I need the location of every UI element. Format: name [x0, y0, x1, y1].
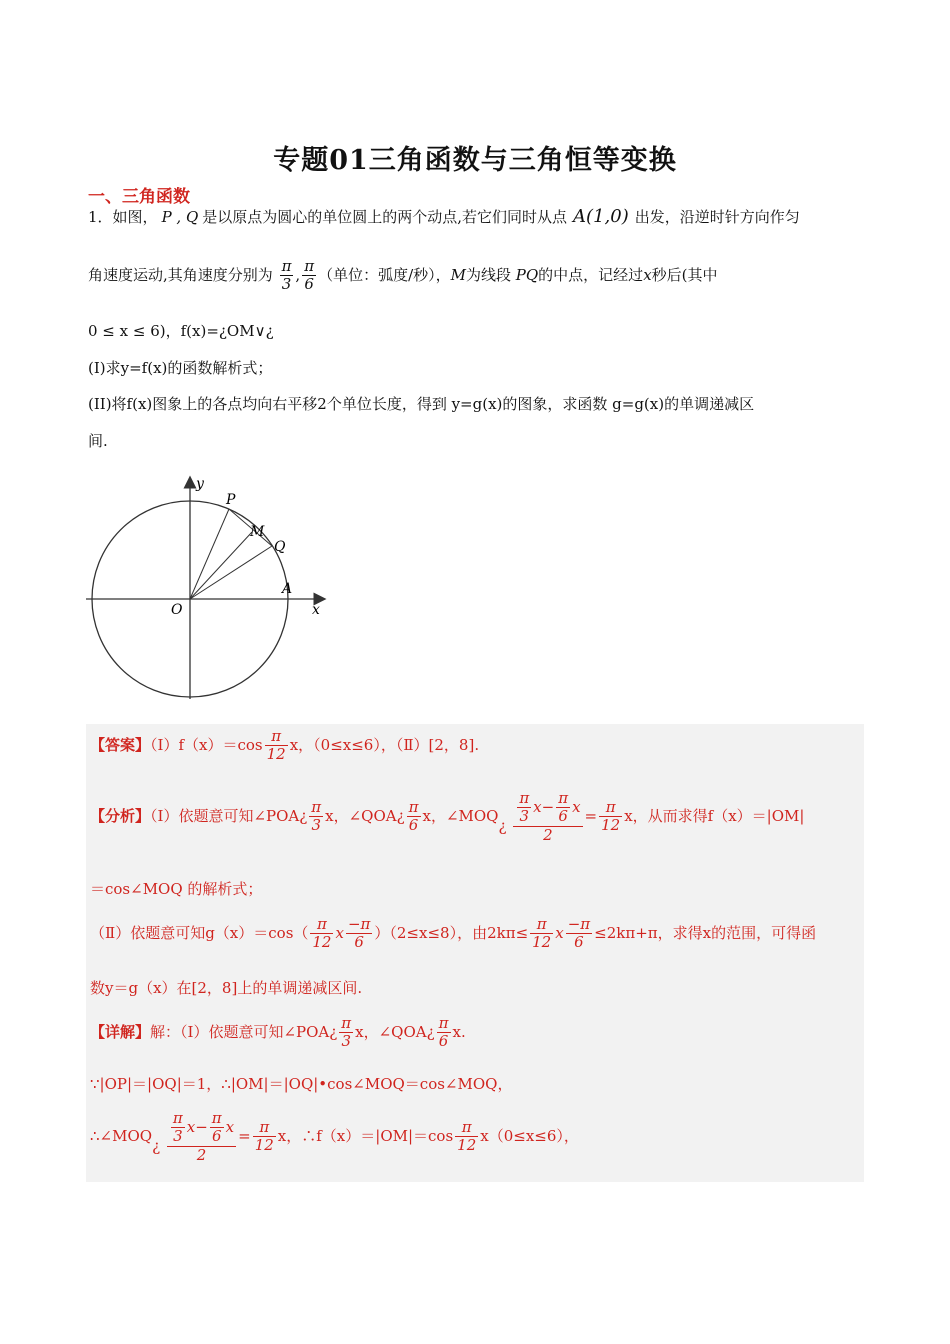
fraction-pi-12: $\frac{\pi}{12}$ [266, 727, 286, 764]
compound-fraction: $\frac{\pi}{3}$ x− $\frac{\pi}{6}$ x 2 [513, 790, 582, 844]
problem-line-2: 角速度运动,其角速度分别为 $\frac{\pi}{3}$ , $\frac{\pi}{6}$ （单位：弧度/秒），M为线段 PQ的中点，记经过x秒后(其中 [88, 257, 718, 294]
page-title: 专题01三角函数与三角恒等变换 [273, 145, 677, 176]
detail-tag: 【详解】 [90, 1022, 151, 1041]
answer-line: 【答案】（Ⅰ）f（x）＝cos $\frac{\pi}{12}$ x，（0≤x≤6），（Ⅱ）[2，8]. [90, 727, 480, 764]
unit-circle-figure [84, 474, 334, 704]
problem-part-1: (I)求y=f(x)的函数解析式； [88, 359, 273, 377]
point-A: A(1,0) [573, 206, 629, 227]
y-axis-label: y [196, 476, 204, 492]
analysis-line-1: 【分析】（Ⅰ）依题意可知∠POA¿ $\frac{\pi}{3}$ x，∠QOA¿ $\frac{\pi}{6}$ x，∠MOQ¿ $\frac{\pi}{3}$ x− $\frac{\pi}{6}$ x 2 = $\frac{\pi}{12}$ x，从而求得f（x）＝|OM| [90, 789, 805, 844]
label-O: O [171, 602, 183, 618]
label-P: P [226, 492, 236, 508]
label-A: A [282, 581, 293, 597]
fraction-pi-6: $\frac{\pi}{6}$ [304, 257, 315, 294]
detail-line-1: 【详解】解：（Ⅰ）依题意可知∠POA¿ $\frac{\pi}{3}$ x，∠QOA¿ $\frac{\pi}{6}$ x. [90, 1014, 466, 1051]
points-PQ: P , Q [161, 208, 199, 226]
detail-line-2: ∵|OP|＝|OQ|＝1，∴|OM|＝|OQ|•cos∠MOQ＝cos∠MOQ， [90, 1075, 513, 1093]
detail-line-3: ∴∠MOQ¿ $\frac{\pi}{3}$ x− $\frac{\pi}{6}$ x 2 = $\frac{\pi}{12}$ x，∴f（x）＝|OM|＝cos $\frac{\pi}{12}$ x（0≤x≤6）， [90, 1109, 579, 1164]
problem-part-2: (II)将f(x)图象上的各点均向右平移2个单位长度，得到 y=g(x)的图象，求函数 g=g(x)的单调递减区 [88, 395, 755, 413]
analysis-part-2-line-1: （Ⅱ）依题意可知g（x）＝cos（ $\frac{\pi}{12}$ x $\frac{-\pi}{6}$ ）（2≤x≤8），由2kπ≤ $\frac{\pi}{12}$ x $\frac{-\pi}{6}$ ≤2kπ+π，求得x的范围，可得函 [90, 915, 817, 952]
label-Q: Q [274, 539, 286, 555]
problem-number: 1． [88, 208, 113, 226]
fraction-pi-3: $\frac{\pi}{3}$ [281, 257, 292, 294]
problem-line-1: 1．如图， P , Q 是以原点为圆心的单位圆上的两个动点,若它们同时从点 A(1,0) 出发，沿逆时针方向作匀 [88, 206, 800, 227]
answer-tag: 【答案】 [90, 735, 151, 754]
x-axis-label: x [312, 602, 320, 618]
problem-line-3: 0 ≤ x ≤ 6)，f(x)=¿OM∨¿ [88, 322, 274, 340]
segment-OP [190, 509, 229, 599]
section-heading: 一、三角函数 [88, 187, 190, 207]
label-M: M [250, 524, 265, 540]
analysis-line-2: ＝cos∠MOQ 的解析式； [90, 880, 263, 898]
analysis-tag: 【分析】 [90, 806, 151, 825]
analysis-part-2-line-2: 数y＝g（x）在[2，8]上的单调递减区间. [90, 979, 363, 997]
problem-line-6: 间. [88, 432, 108, 450]
segment-OQ [190, 546, 272, 599]
